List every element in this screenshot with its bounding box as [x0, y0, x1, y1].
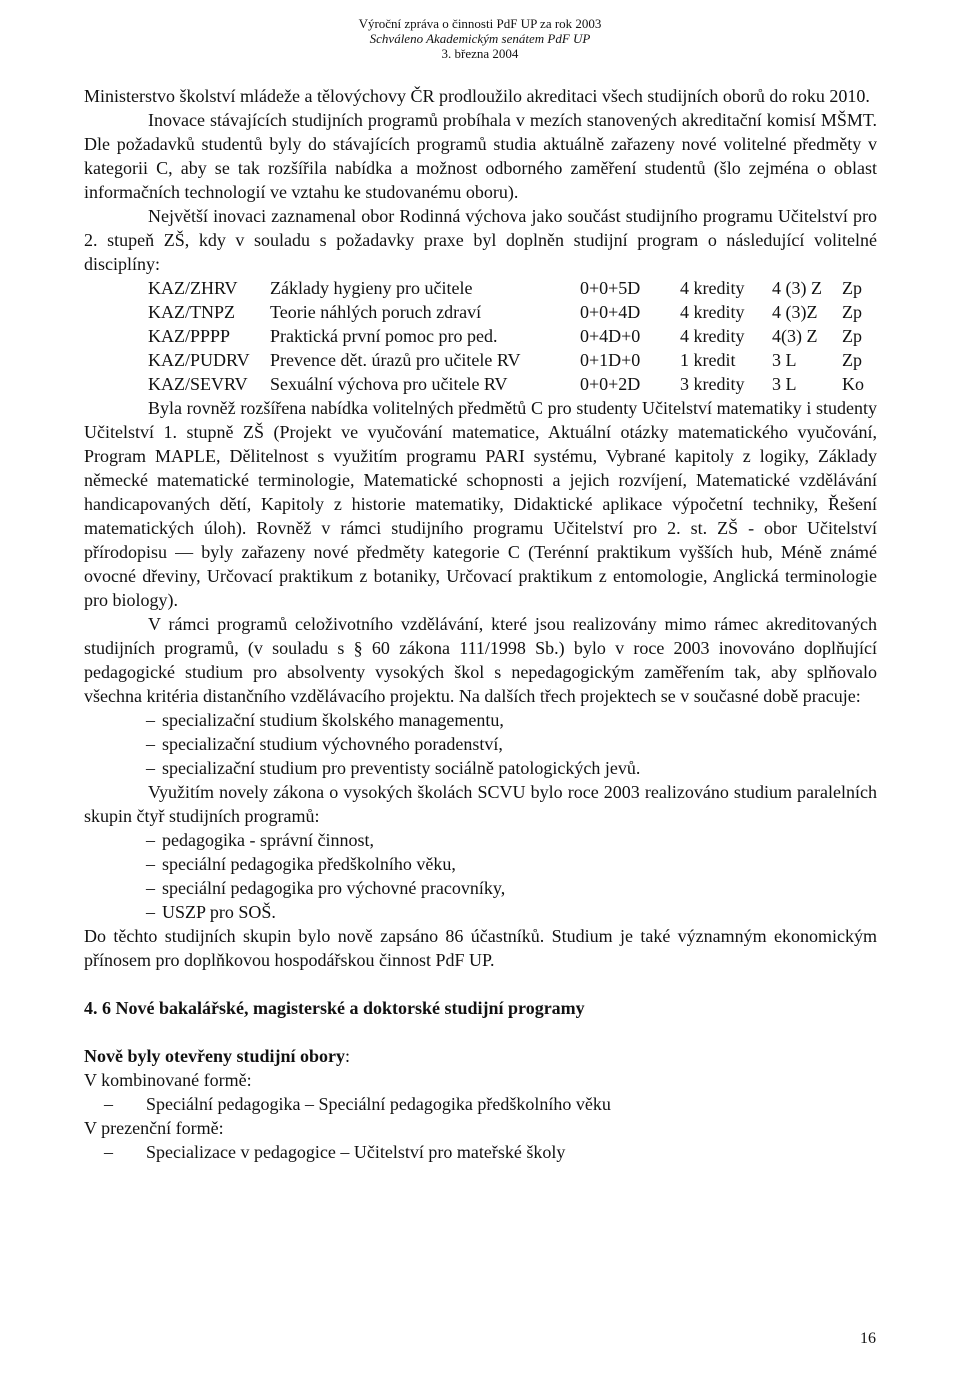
- list-item-text: specializační studium školského managementu,: [162, 710, 504, 730]
- course-credits: 4 kredity: [680, 302, 745, 322]
- course-semester: 4(3) Z: [772, 326, 818, 346]
- course-name: Praktická první pomoc pro ped.: [270, 326, 498, 346]
- paragraph-accreditation: Ministerstvo školství mládeže a tělovýchovy ČR prodloužilo akreditaci všech studijních oborů do roku 2010.: [84, 86, 870, 106]
- paragraph-electives: Byla rovněž rozšířena nabídka volitelných předmětů C pro studenty Učitelství matematiky i studenty Učitelství 1. stupně ZŠ (Projekt ve vyučování matematice, Aktuální otázky matematického vyučování, Program MAPLE, Dělitelnost s využitím programu PARI systému, Vybrané kapitoly z logiky, Základy německé matematické terminologie, Matematické schopnosti a jejich rozvíjení, Matematické vzdělávání handicapovaných dětí, Kapitoly z historie matematiky, Didaktické aplikace výpočetní techniky, Řešení matematických úloh). Rovněž v rámci studijního programu Učitelství pro 2. st. ZŠ - obor Učitelství přírodopisu — byly zařazeny nové předměty kategorie C (Terénní praktikum vyšších hub, Méně známé ovocné dřeviny, Určovací praktikum z botaniky, Určovací praktikum z entomologie, Anglická terminologie pro biology).: [84, 398, 877, 610]
- course-name: Teorie náhlých poruch zdraví: [270, 302, 482, 322]
- list-item-text: Specializace v pedagogice – Učitelství pro mateřské školy: [146, 1142, 566, 1162]
- approval-note: Schváleno Akademickým senátem PdF UP: [369, 31, 591, 46]
- dash-bullet: –: [146, 710, 155, 730]
- course-credits: 1 kredit: [680, 350, 736, 370]
- list-item: [84, 1092, 877, 1116]
- report-title: Výroční zpráva o činnosti PdF UP za rok 2003: [358, 16, 602, 31]
- course-credits: 3 kredity: [680, 374, 745, 394]
- list-item: [146, 900, 877, 924]
- dash-bullet: –: [146, 902, 155, 922]
- course-hours: 0+0+5D: [580, 278, 641, 298]
- page-body: [84, 84, 877, 1164]
- course-credits: 4 kredity: [680, 278, 745, 298]
- list-item: [146, 828, 877, 852]
- course-row: [148, 348, 877, 372]
- opened-programs-heading: [84, 1044, 877, 1068]
- course-semester: 3 L: [772, 374, 797, 394]
- course-code: KAZ/SEVRV: [148, 374, 248, 394]
- course-name: Sexuální výchova pro učitele RV: [270, 374, 508, 394]
- course-code: KAZ/ZHRV: [148, 278, 238, 298]
- section-heading: 4. 6 Nové bakalářské, magisterské a doktorské studijní programy: [84, 998, 585, 1018]
- list-item: [146, 876, 877, 900]
- course-semester: 4 (3) Z: [772, 278, 822, 298]
- list-item: [146, 732, 877, 756]
- report-date: 3. března 2004: [441, 46, 519, 61]
- course-code: KAZ/PUDRV: [148, 350, 250, 370]
- course-code: KAZ/PPPP: [148, 326, 231, 346]
- list-item-text: speciální pedagogika pro výchovné pracovníky,: [162, 878, 506, 898]
- course-hours: 0+0+4D: [580, 302, 641, 322]
- opened-programs-label: Nově byly otevřeny studijní obory: [84, 1046, 345, 1066]
- course-row: [148, 372, 877, 396]
- dash-bullet: –: [146, 854, 155, 874]
- list-item: [146, 756, 877, 780]
- list-item: [84, 1140, 877, 1164]
- course-semester: 3 L: [772, 350, 797, 370]
- course-completion: Zp: [842, 278, 862, 298]
- dash-bullet: –: [104, 1142, 113, 1162]
- course-credits: 4 kredity: [680, 326, 745, 346]
- fulltime-form-label: V prezenční formě:: [84, 1118, 224, 1138]
- course-row: [148, 276, 877, 300]
- dash-bullet: –: [146, 830, 155, 850]
- project-list: [84, 708, 877, 780]
- list-item: [146, 852, 877, 876]
- paragraph-parallel-groups: Využitím novely zákona o vysokých školách SCVU bylo roce 2003 realizováno studium paralelních skupin čtyř studijních programů:: [84, 782, 877, 826]
- paragraph-lifelong-learning: V rámci programů celoživotního vzdělávání, které jsou realizovány mimo rámec akreditovaných studijních programů, (v souladu s § 60 zákona 111/1998 Sb.) bylo v roce 2003 inovováno doplňující pedagogické studium pro absolventy vysokých škol s nepedagogickým zaměřením tak, aby splňovalo všechna kritéria distančního vzdělávacího projektu. Na dalších třech projektech se v současné době pracuje:: [84, 614, 877, 706]
- course-row: [148, 324, 877, 348]
- course-hours: 0+4D+0: [580, 326, 641, 346]
- list-item-text: specializační studium výchovného poradenství,: [162, 734, 503, 754]
- course-name: Prevence dět. úrazů pro učitele RV: [270, 350, 521, 370]
- combined-form-label: V kombinované formě:: [84, 1070, 252, 1090]
- group-list: [84, 828, 877, 924]
- paragraph-enrollment: Do těchto studijních skupin bylo nově zapsáno 86 účastníků. Studium je také významným ekonomickým přínosem pro doplňkovou hospodářskou činnost PdF UP.: [84, 926, 877, 970]
- opened-programs-colon: :: [345, 1046, 351, 1066]
- course-hours: 0+1D+0: [580, 350, 641, 370]
- course-semester: 4 (3)Z: [772, 302, 818, 322]
- course-completion: Zp: [842, 302, 862, 322]
- dash-bullet: –: [104, 1094, 113, 1114]
- course-completion: Zp: [842, 350, 862, 370]
- dash-bullet: –: [146, 734, 155, 754]
- list-item: [146, 708, 877, 732]
- course-row: [148, 300, 877, 324]
- list-item-text: USZP pro SOŠ.: [162, 902, 276, 922]
- course-list: [84, 276, 877, 396]
- paragraph-innovation: Inovace stávajících studijních programů probíhala v mezích stanovených akreditační komisí MŠMT. Dle požadavků studentů byly do stávajících programů studia aktuálně zařazeny nové volitelné předměty v kategorii C, aby se tak rozšířila nabídka a možnost odborného zaměření studentů (šlo zejména o oblast informačních technologií ve vztahu ke studovanému oboru).: [84, 110, 877, 202]
- course-completion: Ko: [842, 374, 864, 394]
- course-name: Základy hygieny pro učitele: [270, 278, 473, 298]
- page-header: [0, 16, 960, 61]
- course-hours: 0+0+2D: [580, 374, 641, 394]
- list-item-text: pedagogika - správní činnost,: [162, 830, 374, 850]
- list-item-text: Speciální pedagogika – Speciální pedagogika předškolního věku: [146, 1094, 611, 1114]
- list-item-text: speciální pedagogika předškolního věku,: [162, 854, 456, 874]
- dash-bullet: –: [146, 878, 155, 898]
- list-item-text: specializační studium pro preventisty sociálně patologických jevů.: [162, 758, 641, 778]
- course-completion: Zp: [842, 326, 862, 346]
- dash-bullet: –: [146, 758, 155, 778]
- page-number: 16: [860, 1330, 876, 1347]
- course-code: KAZ/TNPZ: [148, 302, 235, 322]
- paragraph-family-education: Největší inovaci zaznamenal obor Rodinná výchova jako součást studijního programu Učitelství pro 2. stupeň ZŠ, kdy v souladu s požadavky praxe byl doplněn studijní program o následující volitelné disciplíny:: [84, 206, 877, 274]
